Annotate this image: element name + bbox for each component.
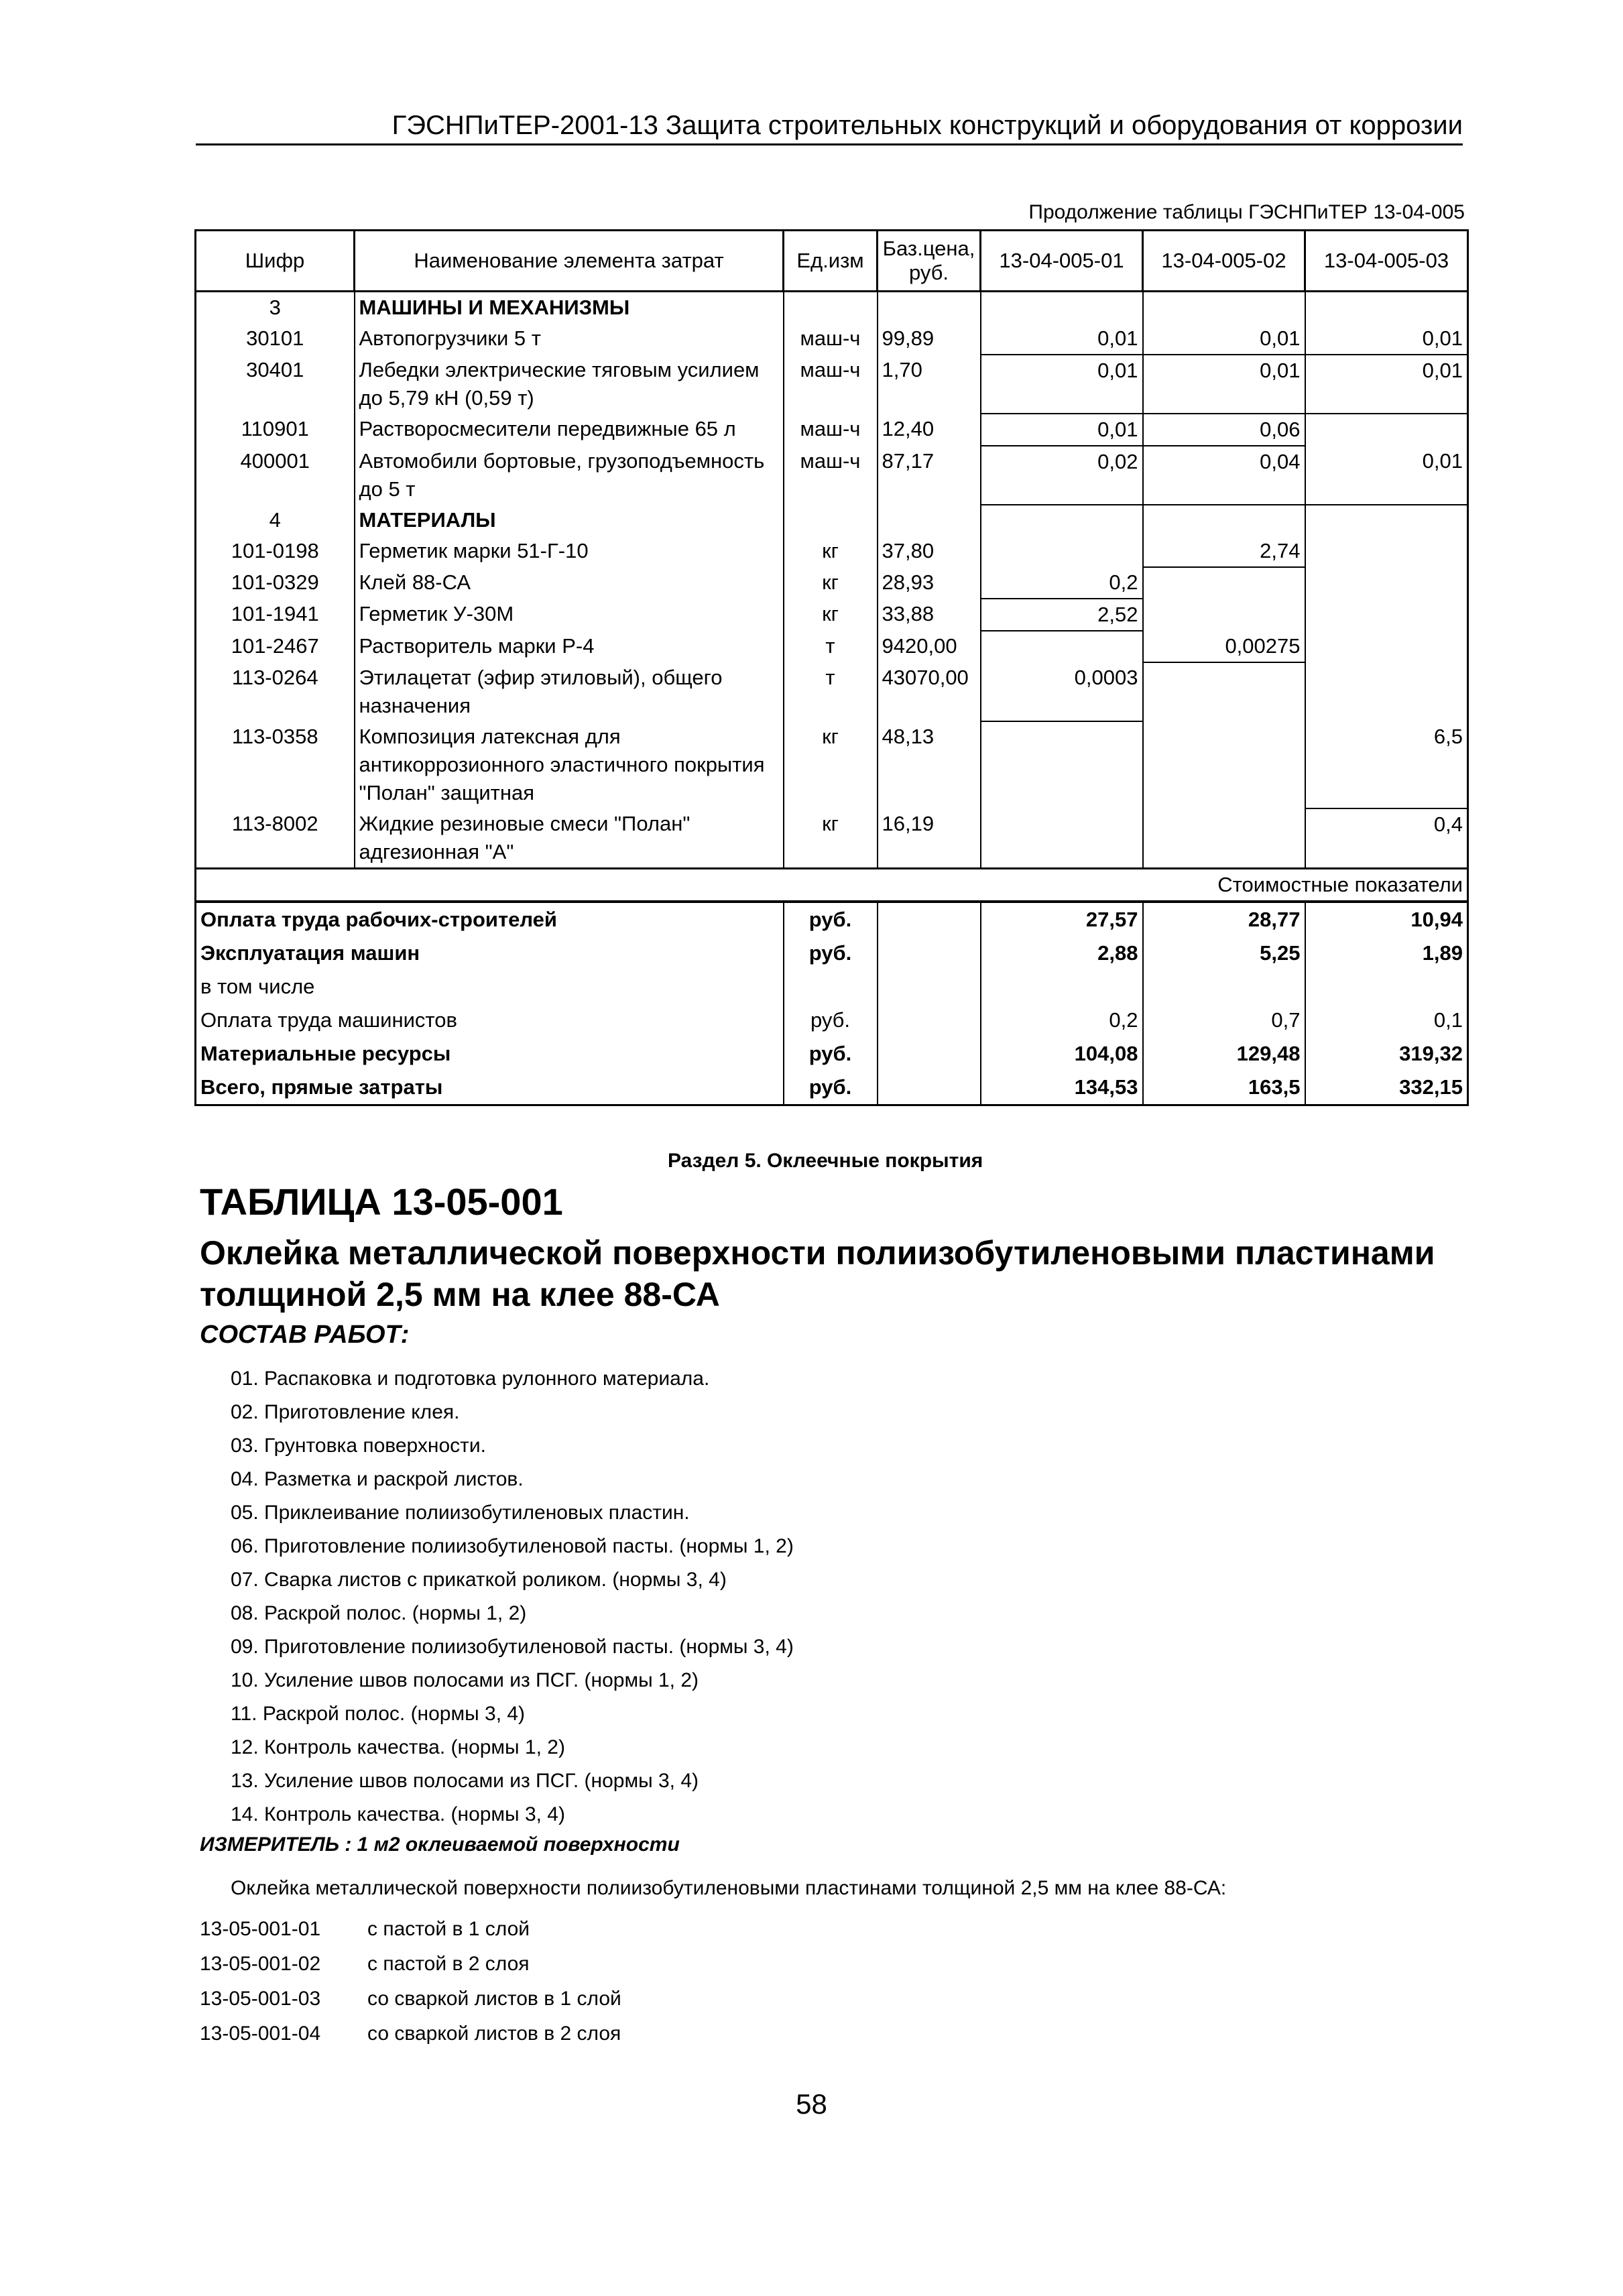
value-cell: 0,4 bbox=[1305, 808, 1468, 869]
value-cell: 0,0003 bbox=[981, 662, 1143, 721]
table-row bbox=[196, 662, 1468, 721]
total-value: 1,89 bbox=[1305, 936, 1468, 970]
value-cell bbox=[1305, 536, 1468, 567]
norm-code: 13-05-001-03 bbox=[200, 1988, 321, 2010]
total-label: Материальные ресурсы bbox=[196, 1037, 784, 1071]
price-cell: 16,19 bbox=[878, 808, 981, 869]
price-cell: 33,88 bbox=[878, 599, 981, 631]
total-price bbox=[878, 1037, 981, 1071]
running-header: ГЭСНПиТЕР-2001-13 Защита строительных конструкций и оборудования от коррозии bbox=[196, 111, 1463, 145]
total-value: 129,48 bbox=[1143, 1037, 1305, 1071]
total-unit: руб. bbox=[784, 902, 878, 936]
work-item: 12. Контроль качества. (нормы 1, 2) bbox=[231, 1736, 565, 1758]
price-cell: 48,13 bbox=[878, 721, 981, 808]
table-row bbox=[196, 631, 1468, 662]
table-row bbox=[196, 414, 1468, 446]
name-cell: Лебедки электрические тяговым усилием до 5,79 кН (0,59 т) bbox=[355, 355, 784, 414]
total-price bbox=[878, 902, 981, 936]
total-value: 104,08 bbox=[981, 1037, 1143, 1071]
value-cell: 2,52 bbox=[981, 599, 1143, 631]
total-price bbox=[878, 970, 981, 1004]
work-item: 02. Приготовление клея. bbox=[231, 1401, 460, 1423]
total-value: 27,57 bbox=[981, 902, 1143, 936]
page-number: 58 bbox=[796, 2088, 827, 2120]
unit-cell: кг bbox=[784, 721, 878, 808]
name-cell: Растворитель марки Р-4 bbox=[355, 631, 784, 662]
value-cell bbox=[1305, 414, 1468, 446]
norm-row bbox=[200, 1982, 621, 2016]
value-cell: 0,01 bbox=[1305, 446, 1468, 505]
measure-unit: ИЗМЕРИТЕЛЬ : 1 м2 оклеиваемой поверхности bbox=[200, 1833, 680, 1856]
value-cell bbox=[1143, 505, 1305, 536]
total-value: 134,53 bbox=[981, 1071, 1143, 1105]
total-row bbox=[196, 1037, 1468, 1071]
price-cell: 37,80 bbox=[878, 536, 981, 567]
value-cell bbox=[1143, 808, 1305, 869]
norm-list bbox=[200, 1912, 621, 2051]
total-value: 5,25 bbox=[1143, 936, 1305, 970]
table-header-row bbox=[196, 231, 1468, 292]
price-cell: 9420,00 bbox=[878, 631, 981, 662]
total-price bbox=[878, 936, 981, 970]
norm-description: со сваркой листов в 2 слоя bbox=[367, 2022, 621, 2045]
name-cell: Герметик марки 51-Г-10 bbox=[355, 536, 784, 567]
value-cell bbox=[981, 631, 1143, 662]
value-cell bbox=[1143, 721, 1305, 808]
name-cell: МАТЕРИАЛЫ bbox=[355, 505, 784, 536]
name-cell: МАШИНЫ И МЕХАНИЗМЫ bbox=[355, 292, 784, 324]
main-title: Оклейка металлической поверхности полиизобутиленовыми пластинами толщиной 2,5 мм на клее 88-СА bbox=[200, 1234, 1435, 1313]
name-cell: Клей 88-СА bbox=[355, 567, 784, 599]
value-cell: 0,01 bbox=[1305, 355, 1468, 414]
value-cell bbox=[981, 292, 1143, 324]
price-cell bbox=[878, 505, 981, 536]
section-row bbox=[196, 505, 1468, 536]
resource-table bbox=[194, 229, 1469, 1106]
code-cell: 101-2467 bbox=[196, 631, 355, 662]
price-cell: 1,70 bbox=[878, 355, 981, 414]
unit-cell: т bbox=[784, 631, 878, 662]
value-cell: 0,02 bbox=[981, 446, 1143, 505]
value-cell: 0,01 bbox=[1143, 323, 1305, 355]
total-value: 2,88 bbox=[981, 936, 1143, 970]
work-item: 05. Приклеивание полиизобутиленовых пластин. bbox=[231, 1502, 690, 1524]
unit-cell: т bbox=[784, 662, 878, 721]
table-row bbox=[196, 323, 1468, 355]
total-label: Оплата труда машинистов bbox=[196, 1004, 784, 1037]
total-value: 10,94 bbox=[1305, 902, 1468, 936]
norm-row bbox=[200, 1947, 621, 1982]
price-cell: 87,17 bbox=[878, 446, 981, 505]
code-cell: 4 bbox=[196, 505, 355, 536]
value-cell: 0,00275 bbox=[1143, 631, 1305, 662]
name-cell: Автомобили бортовые, грузоподъемность до 5 т bbox=[355, 446, 784, 505]
unit-cell: маш-ч bbox=[784, 446, 878, 505]
work-composition-title: СОСТАВ РАБОТ: bbox=[200, 1321, 410, 1349]
cost-rows bbox=[196, 869, 1468, 1105]
total-value: 332,15 bbox=[1305, 1071, 1468, 1105]
name-cell: Автопогрузчики 5 т bbox=[355, 323, 784, 355]
name-cell: Герметик У-30М bbox=[355, 599, 784, 631]
total-row bbox=[196, 936, 1468, 970]
value-cell bbox=[1305, 292, 1468, 324]
value-cell bbox=[981, 721, 1143, 808]
norm-description: с пастой в 1 слой bbox=[367, 1918, 530, 1940]
norm-code: 13-05-001-01 bbox=[200, 1918, 321, 1940]
table-row bbox=[196, 355, 1468, 414]
value-cell bbox=[981, 536, 1143, 567]
work-item: 09. Приготовление полиизобутиленовой пасты. (нормы 3, 4) bbox=[231, 1636, 794, 1658]
total-label: Всего, прямые затраты bbox=[196, 1071, 784, 1105]
total-unit: руб. bbox=[784, 1037, 878, 1071]
column-header: 13-04-005-01 bbox=[981, 231, 1143, 292]
norm-description: со сваркой листов в 1 слой bbox=[367, 1988, 621, 2010]
total-row bbox=[196, 1071, 1468, 1105]
column-header: Шифр bbox=[196, 231, 355, 292]
value-cell: 2,74 bbox=[1143, 536, 1305, 567]
work-composition-list bbox=[231, 1362, 794, 1831]
total-row bbox=[196, 970, 1468, 1004]
column-header: Баз.цена, руб. bbox=[878, 231, 981, 292]
norm-intro: Оклейка металлической поверхности полиизобутиленовыми пластинами толщиной 2,5 мм на клее 88-СА: bbox=[231, 1877, 1227, 1899]
column-header: 13-04-005-03 bbox=[1305, 231, 1468, 292]
code-cell: 101-1941 bbox=[196, 599, 355, 631]
work-item: 04. Разметка и раскрой листов. bbox=[231, 1468, 524, 1490]
value-cell bbox=[1305, 662, 1468, 721]
unit-cell: кг bbox=[784, 599, 878, 631]
unit-cell: кг bbox=[784, 567, 878, 599]
unit-cell: маш-ч bbox=[784, 323, 878, 355]
total-unit: руб. bbox=[784, 936, 878, 970]
code-cell: 113-0264 bbox=[196, 662, 355, 721]
work-item: 03. Грунтовка поверхности. bbox=[231, 1435, 486, 1457]
table-row bbox=[196, 536, 1468, 567]
table-row bbox=[196, 808, 1468, 869]
table-title: ТАБЛИЦА 13-05-001 bbox=[200, 1181, 563, 1223]
value-cell bbox=[1143, 292, 1305, 324]
unit-cell: маш-ч bbox=[784, 355, 878, 414]
norm-code: 13-05-001-02 bbox=[200, 1953, 321, 1975]
price-cell: 99,89 bbox=[878, 323, 981, 355]
unit-cell: кг bbox=[784, 536, 878, 567]
value-cell bbox=[1305, 599, 1468, 631]
norm-row bbox=[200, 1912, 621, 1947]
table-row bbox=[196, 599, 1468, 631]
code-cell: 400001 bbox=[196, 446, 355, 505]
work-item: 01. Распаковка и подготовка рулонного материала. bbox=[231, 1368, 710, 1390]
total-row bbox=[196, 902, 1468, 936]
norm-row bbox=[200, 2016, 621, 2051]
total-price bbox=[878, 1071, 981, 1105]
table-row bbox=[196, 721, 1468, 808]
value-cell: 0,01 bbox=[1305, 323, 1468, 355]
price-cell: 43070,00 bbox=[878, 662, 981, 721]
unit-cell: кг bbox=[784, 808, 878, 869]
value-cell bbox=[1143, 662, 1305, 721]
value-cell bbox=[981, 505, 1143, 536]
unit-cell bbox=[784, 292, 878, 324]
column-header: 13-04-005-02 bbox=[1143, 231, 1305, 292]
norm-description: с пастой в 2 слоя bbox=[367, 1953, 530, 1975]
value-cell: 6,5 bbox=[1305, 721, 1468, 808]
total-unit: руб. bbox=[784, 1004, 878, 1037]
work-item: 11. Раскрой полос. (нормы 3, 4) bbox=[231, 1703, 526, 1725]
value-cell bbox=[1143, 567, 1305, 599]
code-cell: 101-0329 bbox=[196, 567, 355, 599]
table-continuation-caption: Продолжение таблицы ГЭСНПиТЕР 13-04-005 bbox=[1028, 201, 1465, 223]
column-header: Ед.изм bbox=[784, 231, 878, 292]
work-item: 10. Усиление швов полосами из ПСГ. (нормы 1, 2) bbox=[231, 1669, 699, 1691]
price-cell bbox=[878, 292, 981, 324]
name-cell: Этилацетат (эфир этиловый), общего назначения bbox=[355, 662, 784, 721]
work-item: 06. Приготовление полиизобутиленовой пасты. (нормы 1, 2) bbox=[231, 1535, 794, 1557]
section-row bbox=[196, 292, 1468, 324]
name-cell: Жидкие резиновые смеси "Полан" адгезионная "А" bbox=[355, 808, 784, 869]
total-value: 163,5 bbox=[1143, 1071, 1305, 1105]
table-row bbox=[196, 567, 1468, 599]
total-label: Оплата труда рабочих-строителей bbox=[196, 902, 784, 936]
total-value: 0,7 bbox=[1143, 1004, 1305, 1037]
code-cell: 30401 bbox=[196, 355, 355, 414]
total-value bbox=[1143, 970, 1305, 1004]
total-value bbox=[1305, 970, 1468, 1004]
value-cell: 0,06 bbox=[1143, 414, 1305, 446]
work-item: 07. Сварка листов с прикаткой роликом. (нормы 3, 4) bbox=[231, 1569, 727, 1591]
total-unit bbox=[784, 970, 878, 1004]
work-item: 08. Раскрой полос. (нормы 1, 2) bbox=[231, 1602, 527, 1624]
code-cell: 101-0198 bbox=[196, 536, 355, 567]
column-header: Наименование элемента затрат bbox=[355, 231, 784, 292]
unit-cell: маш-ч bbox=[784, 414, 878, 446]
name-cell: Композиция латексная для антикоррозионного эластичного покрытия "Полан" защитная bbox=[355, 721, 784, 808]
norm-code: 13-05-001-04 bbox=[200, 2022, 321, 2045]
resource-rows bbox=[196, 292, 1468, 869]
cost-header: Стоимостные показатели bbox=[196, 869, 1468, 902]
value-cell: 0,2 bbox=[981, 567, 1143, 599]
code-cell: 113-8002 bbox=[196, 808, 355, 869]
total-price bbox=[878, 1004, 981, 1037]
price-cell: 28,93 bbox=[878, 567, 981, 599]
unit-cell bbox=[784, 505, 878, 536]
table-row bbox=[196, 446, 1468, 505]
value-cell bbox=[1305, 567, 1468, 599]
code-cell: 30101 bbox=[196, 323, 355, 355]
total-value bbox=[981, 970, 1143, 1004]
total-label: в том числе bbox=[196, 970, 784, 1004]
value-cell: 0,01 bbox=[981, 414, 1143, 446]
work-item: 13. Усиление швов полосами из ПСГ. (нормы 3, 4) bbox=[231, 1770, 699, 1792]
cost-header-row bbox=[196, 869, 1468, 902]
section-title: Раздел 5. Оклеечные покрытия bbox=[668, 1150, 983, 1172]
code-cell: 113-0358 bbox=[196, 721, 355, 808]
total-value: 0,1 bbox=[1305, 1004, 1468, 1037]
total-label: Эксплуатация машин bbox=[196, 936, 784, 970]
name-cell: Растворосмесители передвижные 65 л bbox=[355, 414, 784, 446]
total-row bbox=[196, 1004, 1468, 1037]
value-cell: 0,01 bbox=[1143, 355, 1305, 414]
total-value: 319,32 bbox=[1305, 1037, 1468, 1071]
value-cell bbox=[981, 808, 1143, 869]
value-cell: 0,04 bbox=[1143, 446, 1305, 505]
code-cell: 3 bbox=[196, 292, 355, 324]
value-cell bbox=[1143, 599, 1305, 631]
price-cell: 12,40 bbox=[878, 414, 981, 446]
code-cell: 110901 bbox=[196, 414, 355, 446]
value-cell bbox=[1305, 505, 1468, 536]
total-value: 0,2 bbox=[981, 1004, 1143, 1037]
total-value: 28,77 bbox=[1143, 902, 1305, 936]
value-cell: 0,01 bbox=[981, 323, 1143, 355]
total-unit: руб. bbox=[784, 1071, 878, 1105]
work-item: 14. Контроль качества. (нормы 3, 4) bbox=[231, 1803, 565, 1825]
value-cell bbox=[1305, 631, 1468, 662]
value-cell: 0,01 bbox=[981, 355, 1143, 414]
